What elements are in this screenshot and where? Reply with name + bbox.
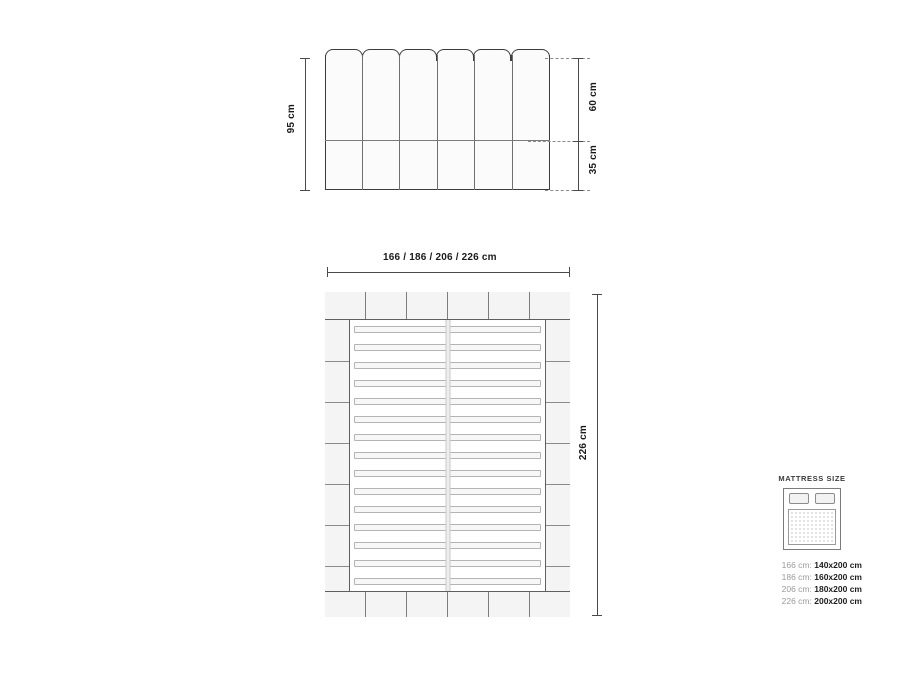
dim-tick <box>327 267 328 277</box>
dim-label-upper-section: 60 cm <box>588 82 599 112</box>
headboard-panel-divider <box>475 55 513 190</box>
dim-label-length: 226 cm <box>578 425 589 461</box>
side-rail-segment <box>546 566 570 567</box>
slat-base <box>350 320 545 591</box>
headboard-bump <box>511 49 550 61</box>
side-rail-segment <box>546 443 570 444</box>
legend-title: MATTRESS SIZE <box>778 474 846 483</box>
side-rail-right <box>545 320 570 591</box>
side-rail-segment <box>546 361 570 362</box>
legend-row-value: 140x200 cm <box>814 560 862 570</box>
legend-row-value: 200x200 cm <box>814 596 862 606</box>
dim-label-lower-section: 35 cm <box>588 145 599 175</box>
headboard-strip <box>325 292 570 320</box>
dim-line-length <box>597 294 598 615</box>
headboard-strip-segment <box>366 292 407 319</box>
dim-tick <box>573 58 583 59</box>
dim-tick <box>300 190 310 191</box>
dim-line-width <box>327 272 569 273</box>
legend-rows <box>762 560 862 606</box>
pillow-icon <box>815 493 835 504</box>
dim-tick <box>569 267 570 277</box>
pillow-icon <box>789 493 809 504</box>
side-rail-segment <box>325 484 349 485</box>
headboard-panel-divider <box>438 55 476 190</box>
footboard-strip <box>325 591 570 617</box>
side-rail-segment <box>325 361 349 362</box>
headboard-strip-segment <box>489 292 530 319</box>
footboard-strip-segment <box>448 592 489 617</box>
legend-row <box>782 560 862 570</box>
headboard-strip-segment <box>325 292 366 319</box>
side-rail-segment <box>325 402 349 403</box>
legend-row <box>782 596 862 606</box>
legend-row-value: 180x200 cm <box>814 584 862 594</box>
headboard-panel-divider <box>400 55 438 190</box>
headboard-panel-divider <box>363 55 401 190</box>
dim-extension-dashed <box>545 190 590 191</box>
side-rail-segment <box>546 525 570 526</box>
dim-tick <box>573 190 583 191</box>
legend-row-key: 186 cm: <box>781 572 812 582</box>
legend-row-key: 206 cm: <box>781 584 812 594</box>
headboard-seam-line <box>325 140 550 141</box>
side-rail-segment <box>546 484 570 485</box>
headboard-front-view <box>325 55 550 190</box>
dim-line-lower-section <box>578 141 579 190</box>
footboard-strip-segment <box>407 592 448 617</box>
quilt-pattern <box>788 509 836 545</box>
dim-tick <box>592 615 602 616</box>
dim-tick <box>300 58 310 59</box>
center-support-beam <box>445 320 450 591</box>
mattress-size-legend <box>762 474 862 606</box>
headboard-panel-divider <box>325 55 363 190</box>
side-rail-left <box>325 320 350 591</box>
dim-label-width: 166 / 186 / 206 / 226 cm <box>383 252 497 263</box>
bed-base-top-view <box>325 292 570 617</box>
mattress-icon <box>783 488 841 550</box>
legend-row-key: 166 cm: <box>781 560 812 570</box>
footboard-strip-segment <box>366 592 407 617</box>
footboard-strip-segment <box>489 592 530 617</box>
side-rail-segment <box>325 443 349 444</box>
dim-tick <box>592 294 602 295</box>
side-rail-segment <box>325 566 349 567</box>
dim-line-upper-section <box>578 58 579 141</box>
headboard-strip-segment <box>448 292 489 319</box>
legend-row <box>782 572 862 582</box>
dim-label-total-height: 95 cm <box>286 104 297 134</box>
dim-line-total-height <box>305 58 306 190</box>
legend-row <box>782 584 862 594</box>
side-rail-segment <box>546 402 570 403</box>
side-rail-segment <box>325 525 349 526</box>
legend-row-value: 160x200 cm <box>814 572 862 582</box>
footboard-strip-segment <box>325 592 366 617</box>
legend-row-key: 226 cm: <box>781 596 812 606</box>
headboard-strip-segment <box>407 292 448 319</box>
dim-extension-dashed <box>545 58 590 59</box>
